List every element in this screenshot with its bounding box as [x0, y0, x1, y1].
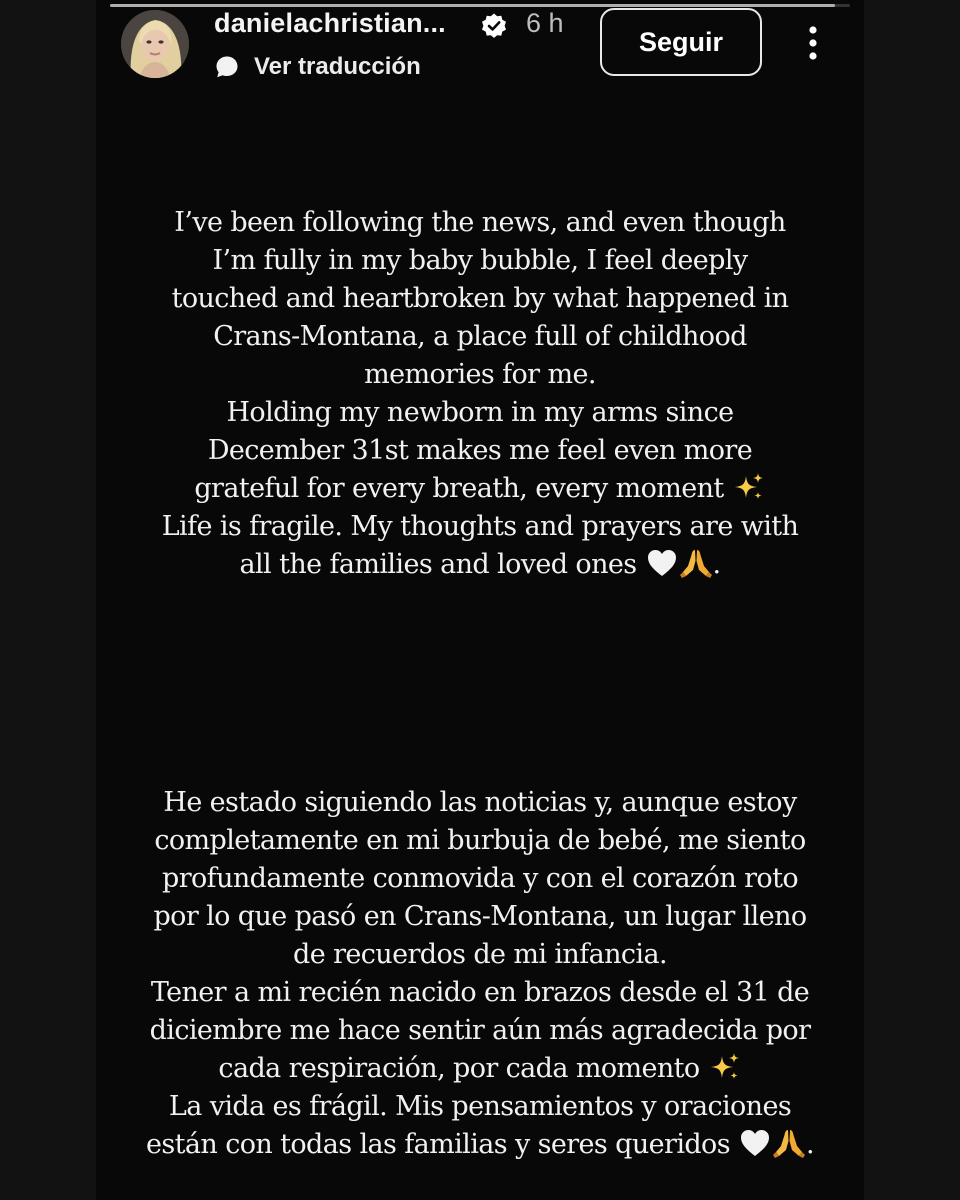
avatar-image — [121, 10, 189, 78]
story-text-line-with-emoji — [0, 470, 960, 508]
time-ago: 6 h — [526, 8, 564, 38]
story-text-line: diciembre me hace sentir aún más agradecida por — [149, 1015, 811, 1046]
story-text-line-with-emoji — [0, 1126, 960, 1164]
more-vertical-icon[interactable] — [800, 22, 826, 64]
story-text-line: Tener a mi recién nacido en brazos desde el 31 de — [150, 977, 810, 1008]
story-text-line: están con todas las familias y seres queridos — [146, 1129, 730, 1160]
story-header — [0, 0, 960, 100]
story-text-line: cada respiración, por cada momento — [218, 1053, 700, 1084]
story-text-line: La vida es frágil. Mis pensamientos y oraciones — [168, 1091, 792, 1122]
story-text-line-with-emoji — [0, 1050, 960, 1088]
see-translation-label: Ver traducción — [254, 53, 421, 80]
story-text-line-with-emoji — [0, 546, 960, 584]
chat-bubble-icon — [214, 54, 240, 80]
story-text-line: Life is fragile. My thoughts and prayers are with — [161, 511, 799, 542]
folded-hands-icon — [679, 546, 713, 580]
story-text-line: de recuerdos de mi infancia. — [293, 939, 667, 970]
see-translation-link[interactable] — [214, 50, 421, 84]
verified-badge-icon — [480, 12, 508, 40]
final-punctuation: . — [712, 549, 721, 580]
final-punctuation: . — [805, 1129, 814, 1160]
sparkles-icon — [732, 470, 766, 504]
follow-button[interactable]: Seguir — [600, 8, 762, 76]
sparkles-icon — [708, 1050, 742, 1084]
story-text-line: touched and heartbroken by what happened in — [171, 283, 789, 314]
avatar[interactable] — [121, 10, 189, 78]
story-text-line: I’m fully in my baby bubble, I feel deeply — [212, 245, 748, 276]
story-text-line: He estado siguiendo las noticias y, aunque estoy — [163, 787, 797, 818]
story-text-line: all the families and loved ones — [239, 549, 637, 580]
folded-hands-icon — [772, 1126, 806, 1160]
story-text-line: memories for me. — [364, 359, 596, 390]
story-text-line: por lo que pasó en Crans-Montana, un lugar lleno — [153, 901, 807, 932]
story-text-line: I’ve been following the news, and even though — [174, 207, 786, 238]
story-text-line: Holding my newborn in my arms since — [226, 397, 734, 428]
white-heart-icon — [738, 1126, 772, 1160]
username[interactable]: danielachristian... — [214, 8, 446, 38]
story-text-line: completamente en mi burbuja de bebé, me siento — [154, 825, 806, 856]
story-text-spanish — [0, 784, 960, 1164]
story-text-line: grateful for every breath, every moment — [194, 473, 724, 504]
story-text-line: December 31st makes me feel even more — [207, 435, 753, 466]
story-text-line: profundamente conmovida y con el corazón roto — [162, 863, 798, 894]
white-heart-icon — [645, 546, 679, 580]
story-text-english — [0, 204, 960, 584]
story-text-line: Crans-Montana, a place full of childhood — [213, 321, 747, 352]
